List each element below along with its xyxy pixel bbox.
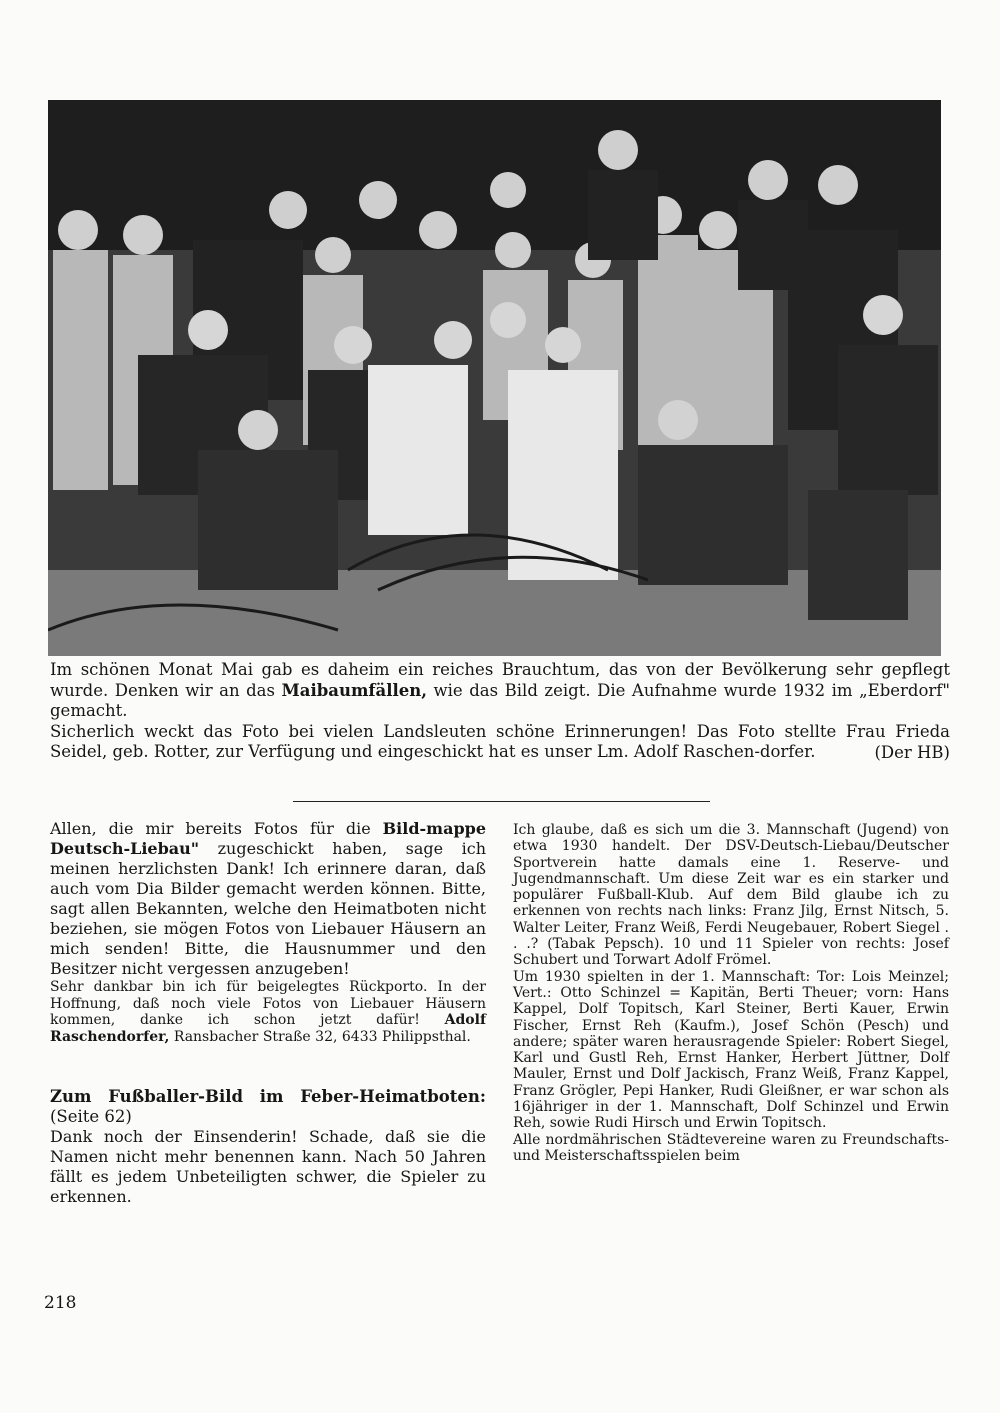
left-signature-name: Adolf Raschendorfer, [50, 1012, 486, 1045]
photo-illustration [48, 100, 941, 656]
left-paragraph-2 [50, 979, 486, 1045]
separator-rule [293, 801, 710, 802]
caption-bold-term: Maibaumfällen, [281, 680, 427, 700]
caption-text-b: wie das Bild zeigt. Die Aufnahme wurde 1932 im „Eberdorf" gemacht. [50, 680, 950, 720]
right-paragraph-1: Ich glaube, daß es sich um die 3. Mannschaft (Jugend) von etwa 1930 handelt. Der DSV-Deutsch-Liebau/Deutscher Sportverein hatte damals eine 1. Reserve- und Jugendmannschaft. Um diese Zeit war es ein starker und populärer Fußball-Klub. Auf dem Bild glaube ich zu erkennen von rechts nach links: Franz Jilg, Ernst Nitsch, 5. Walter Leiter, Franz Weiß, Ferdi Neugebauer, Robert Siegel . . .? (Tabak Pepsch). 10 und 11 Spieler von rechts: Josef Schubert und Torwart Adolf Frömel. [513, 822, 949, 969]
section-heading-title: Zum Fußballer-Bild im Feber-Heimatboten: [50, 1087, 486, 1106]
left-paragraph-3: Dank noch der Einsenderin! Schade, daß sie die Namen nicht mehr benennen kann. Nach 50 Jahren fällt es jedem Unbeteiligten schwer, die Spieler zu erkennen. [50, 1127, 486, 1206]
caption-credit: (Der HB) [874, 742, 950, 762]
left-p1-bold: Bild-mappe Deutsch-Liebau" [50, 819, 486, 858]
left-p2-text: Sehr dankbar bin ich für beigelegtes Rückporto. In der Hoffnung, daß noch viele Fotos von Liebauer Häusern kommen, danke ich schon jetzt dafür! [50, 979, 486, 1028]
caption-text-a: Im schönen Monat Mai gab es daheim ein reiches Brauchtum, das von der Bevölkerung sehr gepflegt wurde. Denken wir an das [50, 660, 950, 700]
left-p1-pre: Allen, die mir bereits Fotos für die [50, 819, 383, 838]
right-paragraph-2: Um 1930 spielten in der 1. Mannschaft: Tor: Lois Meinzel; Vert.: Otto Schinzel = Kapitän, Berti Theuer; vorn: Hans Kappel, Dolf Topitsch, Karl Steiner, Berti Kauer, Erwin Fischer, Ernst Reh (Kaufm.), Josef Schön (Pesch) und andere; später waren herausragende Spieler: Robert Siegel, Karl und Gustl Reh, Ernst Hanker, Herbert Jüttner, Dolf Mauler, Ernst und Dolf Jackisch, Franz Weiß, Franz Kappel, Franz Grögler, Pepi Hanker, Rudi Gleißner, er war schon als 16jähriger in der 1. Mannschaft, Dolf Schinzel und Erwin Reh, sowie Rudi Hirsch und Erwin Topitsch. [513, 968, 949, 1132]
section-heading-suffix: (Seite 62) [50, 1107, 132, 1126]
right-column [513, 822, 949, 1164]
photo-caption [50, 660, 950, 763]
right-paragraph-3: Alle nordmährischen Städtevereine waren zu Freundschafts- und Meisterschaftsspielen beim [513, 1131, 949, 1164]
caption-text [50, 660, 950, 722]
left-signature-address: Ransbacher Straße 32, 6433 Philippsthal. [169, 1028, 471, 1045]
left-paragraph-1 [50, 819, 486, 979]
caption-text-2: Sicherlich weckt das Foto bei vielen Landsleuten schöne Erinnerungen! Das Foto stellte Frau Frieda Seidel, geb. Rotter, zur Verfügung und eingeschickt hat es unser Lm. Adolf Raschen-dorfer. [50, 721, 950, 761]
left-column [50, 819, 486, 1207]
left-p1-post: zugeschickt haben, sage ich meinen herzlichsten Dank! Ich erinnere daran, daß auch vom Dia Bilder gemacht werden können. Bitte, sagt allen Bekannten, welche den Heimatboten nicht beziehen, sie mögen Fotos von Liebauer Häusern an mich senden! Bitte, die Hausnummer und den Besitzer nicht vergessen anzugeben! [50, 839, 486, 978]
group-photo [48, 100, 941, 656]
page-number: 218 [44, 1293, 77, 1313]
section-heading [50, 1087, 486, 1127]
